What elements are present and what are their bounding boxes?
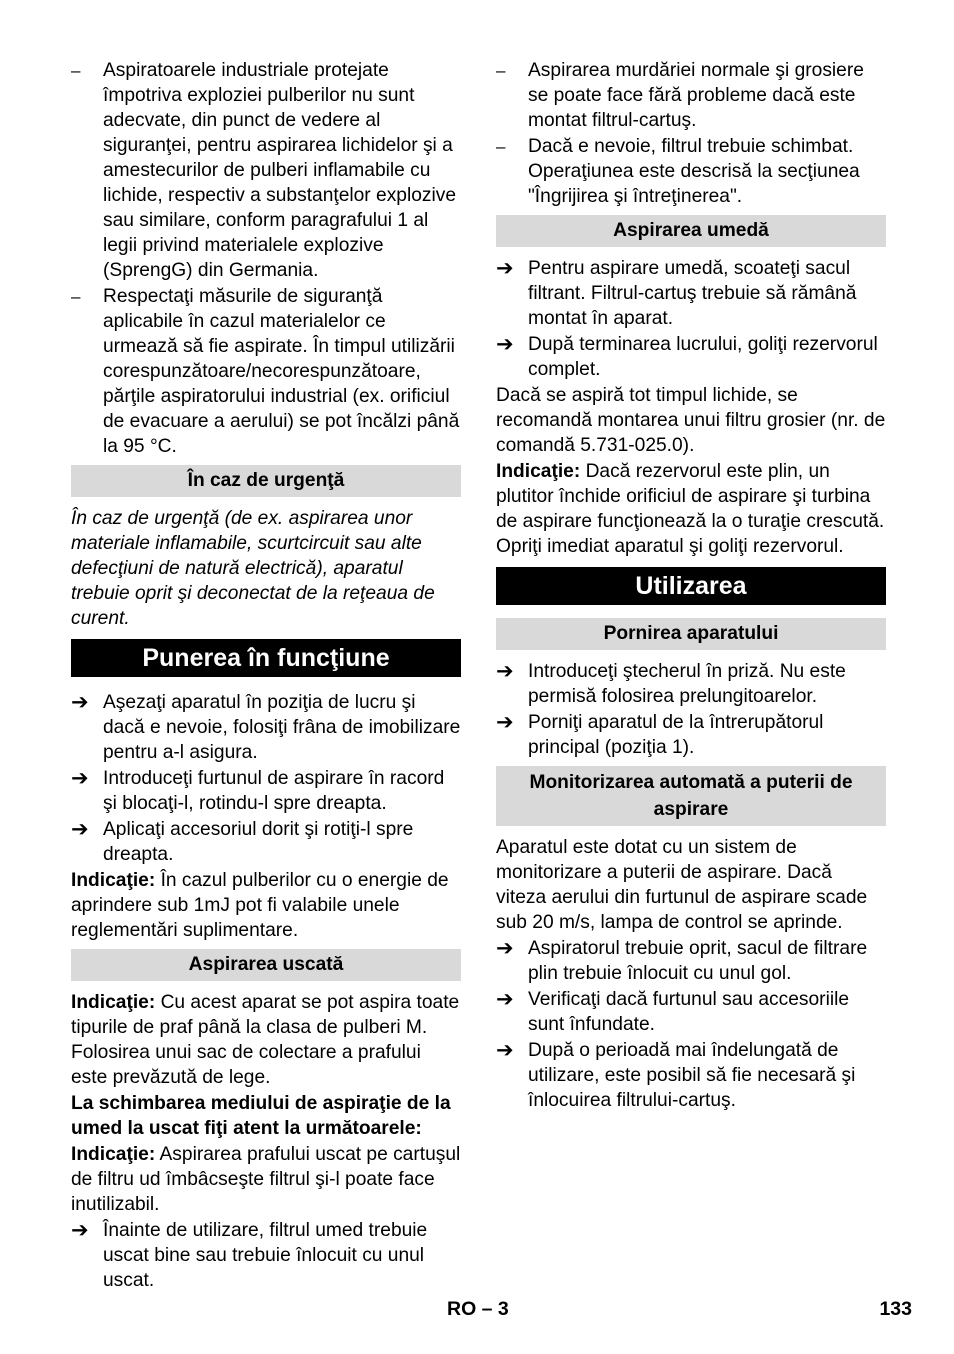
step-item <box>496 710 886 760</box>
start-heading: Pornirea aparatului <box>496 618 886 650</box>
step-text: Pentru aspirare umedă, scoateţi sacul filtrant. Filtrul-cartuş trebuie să rămână montat în aparat. <box>528 258 857 329</box>
use-heading: Utilizarea <box>496 567 886 605</box>
step-text: Porniţi aparatul de la întrerupătorul principal (poziţia 1). <box>528 712 824 758</box>
list-item-text: Respectaţi măsurile de siguranţă aplicabile în cazul materialelor ce urmează să fie aspirate. În timpul utilizării corespunzătoare/necorespunzătoare, părţile aspiratorului industrial (ex. orificiul de evacuare a aerului) se pot încălzi până la 95 °C. <box>103 286 460 457</box>
step-text: Aspiratorul trebuie oprit, sacul de filtrare plin trebuie înlocuit cu unul gol. <box>528 938 868 984</box>
step-text: Aplicaţi accesoriul dorit şi rotiţi-l spre dreapta. <box>103 819 414 865</box>
arrow-icon: ➔ <box>496 937 514 960</box>
list-item <box>71 58 461 283</box>
note-label: Indicaţie: <box>496 461 581 482</box>
list-item <box>496 58 886 133</box>
dash-bullet: – <box>496 61 506 80</box>
page-number: 133 <box>879 1298 912 1320</box>
step-text: După terminarea lucrului, goliţi rezervorul complet. <box>528 334 878 380</box>
list-item <box>71 284 461 459</box>
step-item <box>71 817 461 867</box>
step-item <box>496 256 886 331</box>
arrow-icon: ➔ <box>496 1039 514 1062</box>
list-item <box>496 134 886 209</box>
dry-note-1 <box>71 990 461 1090</box>
step-text: Verificaţi dacă furtunul sau accesoriile sunt înfundate. <box>528 989 850 1035</box>
step-text: Introduceţi furtunul de aspirare în racord şi blocaţi-l, rotindu-l spre dreapta. <box>103 768 445 814</box>
commissioning-heading: Punerea în funcţiune <box>71 639 461 677</box>
left-column <box>71 58 461 1294</box>
arrow-icon: ➔ <box>71 1219 89 1242</box>
dry-note-2 <box>71 1142 461 1217</box>
list-item-text: Aspiratoarele industriale protejate împotriva exploziei pulberilor nu sunt adecvate, din punct de vedere al siguranţei, pentru aspirarea lichidelor şi a amestecurilor de pulberi inflamabile cu lichide, respectiv a substanţelor explozive sau similare, conform paragrafului 1 al legii privind materialele explozive (SprengG) din Germania. <box>103 60 457 281</box>
note-text: Cu acest aparat se pot aspira toate tipurile de praf până la clasa de pulberi M. Folosirea unui sac de colectare a prafului este prevăzută de lege. <box>71 992 460 1088</box>
step-item <box>71 1218 461 1293</box>
wet-note <box>496 459 886 559</box>
note-text: Aspirarea prafului uscat pe cartuşul de filtru ud îmbâcseşte filtrul şi-l poate face inutilizabil. <box>71 1144 461 1215</box>
wet-text: Dacă se aspiră tot timpul lichide, se recomandă montarea unui filtru grosier (nr. de comandă 5.731-025.0). <box>496 385 886 456</box>
arrow-icon: ➔ <box>496 988 514 1011</box>
arrow-icon: ➔ <box>71 691 89 714</box>
arrow-icon: ➔ <box>71 767 89 790</box>
note-label: Indicaţie: <box>71 1144 156 1165</box>
dry-heading: Aspirarea uscată <box>71 949 461 981</box>
arrow-icon: ➔ <box>496 711 514 734</box>
dash-bullet: – <box>71 61 81 80</box>
arrow-icon: ➔ <box>496 333 514 356</box>
step-item <box>496 1038 886 1113</box>
note-text: Dacă rezervorul este plin, un plutitor închide orificiul de aspirare şi turbina de aspirare funcţionează la o turaţie crescută. Opriţi imediat aparatul şi goliţi rezervorul. <box>496 461 885 557</box>
dash-bullet: – <box>496 137 506 156</box>
dash-bullet: – <box>71 287 81 306</box>
list-item-text: Aspirarea murdăriei normale şi grosiere se poate face fără probleme dacă este montat filtrul-cartuş. <box>528 60 864 131</box>
step-item <box>71 690 461 765</box>
section-page-label: RO – 3 <box>447 1298 509 1320</box>
step-item <box>496 936 886 986</box>
step-text: Introduceţi ştecherul în priză. Nu este permisă folosirea prelungitoarelor. <box>528 661 846 707</box>
arrow-icon: ➔ <box>496 257 514 280</box>
wet-heading: Aspirarea umedă <box>496 215 886 247</box>
step-text: După o perioadă mai îndelungată de utilizare, este posibil să fie necesară şi înlocuirea filtrului-cartuş. <box>528 1040 856 1111</box>
right-column <box>496 58 886 1114</box>
step-item <box>71 766 461 816</box>
emergency-text: În caz de urgenţă (de ex. aspirarea unor materiale inflamabile, scurtcircuit sau alte defecţiuni de natură electrică), aparatul trebuie oprit şi deconectat de la reţeaua de curent. <box>71 508 435 629</box>
list-item-text: Dacă e nevoie, filtrul trebuie schimbat. Operaţiunea este descrisă la secţiunea "Îngrijirea şi întreţinerea". <box>528 136 860 207</box>
step-item <box>496 659 886 709</box>
note-label: Indicaţie: <box>71 992 156 1013</box>
note-label: Indicaţie: <box>71 870 156 891</box>
emergency-heading: În caz de urgenţă <box>71 465 461 497</box>
step-item <box>496 332 886 382</box>
monitor-text: Aparatul este dotat cu un sistem de monitorizare a puterii de aspirare. Dacă viteza aerului din furtunul de aspirare scade sub 20 m/s, lampa de control se aprinde. <box>496 837 868 933</box>
arrow-icon: ➔ <box>496 660 514 683</box>
dry-warning: La schimbarea mediului de aspiraţie de la umed la uscat fiţi atent la următoarele: <box>71 1093 451 1139</box>
note-text: În cazul pulberilor cu o energie de aprindere sub 1mJ pot fi valabile unele reglementări suplimentare. <box>71 870 449 941</box>
step-text: Înainte de utilizare, filtrul umed trebuie uscat bine sau trebuie înlocuit cu unul uscat. <box>103 1220 428 1291</box>
step-text: Aşezaţi aparatul în poziţia de lucru şi dacă e nevoie, folosiţi frâna de imobilizare pentru a-l asigura. <box>103 692 461 763</box>
monitor-heading: Monitorizarea automată a puterii de aspirare <box>496 766 886 826</box>
arrow-icon: ➔ <box>71 818 89 841</box>
step-item <box>496 987 886 1037</box>
commissioning-note <box>71 868 461 943</box>
